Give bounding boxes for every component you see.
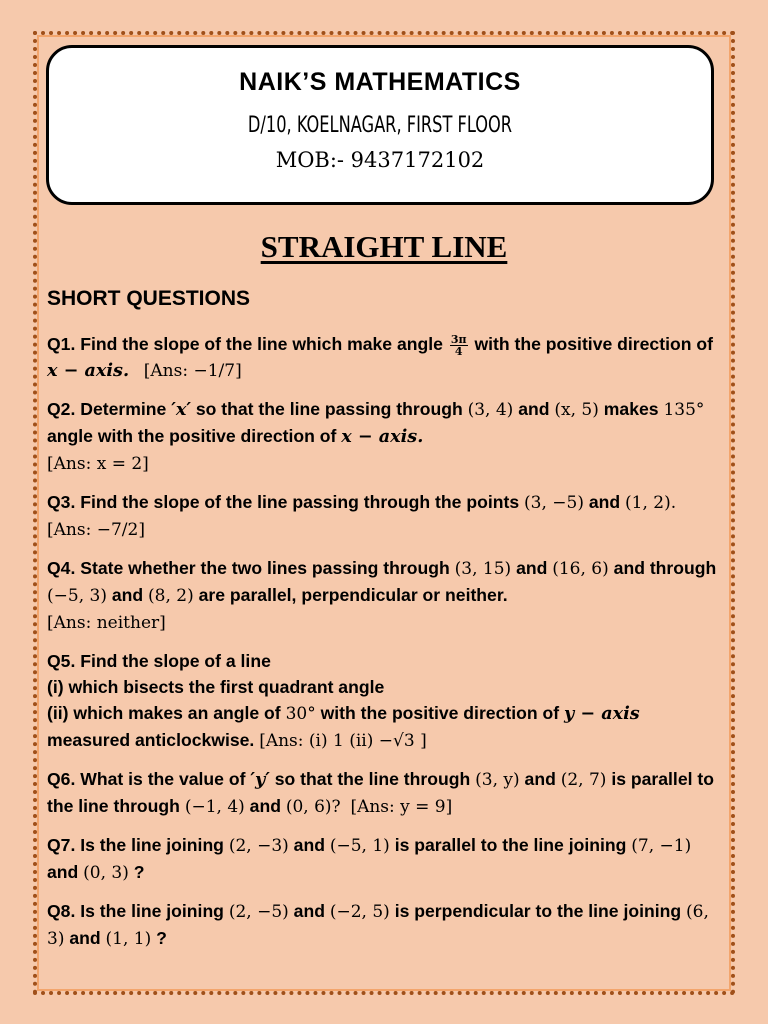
q6-text: and xyxy=(249,796,281,816)
q5-text: with the positive direction of xyxy=(320,703,560,723)
q8-text: Q8. Is the line joining xyxy=(47,901,224,921)
q4-math: (8, 2) xyxy=(148,586,194,606)
q2-text: and xyxy=(518,399,550,419)
document-title: STRAIGHT LINE xyxy=(260,229,508,264)
q4-math: (3, 15) xyxy=(454,559,512,579)
q7-math: (2, −3) xyxy=(228,836,289,856)
question-4 xyxy=(47,555,723,636)
q1-math: x − axis. xyxy=(47,360,130,381)
q4-text: and xyxy=(111,585,144,605)
q1-text: Q1. Find the slope of the line which make angle xyxy=(47,334,443,354)
q2-math: (x, 5) xyxy=(554,400,599,420)
question-7 xyxy=(47,832,723,886)
fraction-3pi-over-4 xyxy=(450,334,468,357)
q8-text: and xyxy=(293,901,325,921)
q4-text: are parallel, perpendicular or neither. xyxy=(198,585,508,605)
question-3 xyxy=(47,489,723,543)
q5-line1: Q5. Find the slope of a line xyxy=(47,651,271,671)
q2-math: (3, 4) xyxy=(467,400,514,420)
q2-text: angle with the positive direction of xyxy=(47,426,337,446)
q4-text: and through xyxy=(613,558,717,578)
q2-text: Q2. Determine xyxy=(47,399,167,419)
q8-math: (6, 3) xyxy=(47,902,709,949)
q4-math: (16, 6) xyxy=(552,559,609,579)
q2-text: makes xyxy=(603,399,659,419)
q6-text: so that the line through xyxy=(274,769,471,789)
q3-math: (3, −5) xyxy=(524,493,584,513)
q8-math: (−2, 5) xyxy=(329,902,390,922)
q8-math: (1, 1) xyxy=(105,929,152,949)
header-box xyxy=(46,45,714,205)
q7-text: is parallel to the line joining xyxy=(394,835,627,855)
q8-text: is perpendicular to the line joining xyxy=(394,901,682,921)
brand-name: NAIK’S MATHEMATICS xyxy=(239,68,521,96)
q4-math: (−5, 3) xyxy=(47,586,107,606)
q5-answer: [Ans: (i) 1 (ii) −√3 ] xyxy=(259,731,427,751)
q4-answer: [Ans: neither] xyxy=(47,613,166,633)
q2-answer: [Ans: x = 2] xyxy=(47,454,149,474)
q5-math: 30° xyxy=(285,704,316,724)
question-list xyxy=(47,331,723,964)
question-1 xyxy=(47,331,723,384)
q6-answer: [Ans: y = 9] xyxy=(350,797,453,817)
q2-text: so that the line passing through xyxy=(195,399,463,419)
q6-math: (0, 6)? xyxy=(285,797,341,817)
q4-text: Q4. State whether the two lines passing through xyxy=(47,558,450,578)
q5-line2: (i) which bisects the first quadrant angle xyxy=(47,677,385,697)
q7-math: (−5, 1) xyxy=(329,836,390,856)
q3-text: and xyxy=(588,492,621,512)
q8-text: ? xyxy=(156,928,167,948)
q7-text: Q7. Is the line joining xyxy=(47,835,224,855)
q3-answer: [Ans: −7/2] xyxy=(47,520,145,540)
section-heading: SHORT QUESTIONS xyxy=(47,287,251,310)
q6-text: is parallel to the line through xyxy=(47,769,714,816)
question-2 xyxy=(47,396,723,477)
question-8 xyxy=(47,898,723,952)
question-5 xyxy=(47,648,723,754)
q5-math: y − axis xyxy=(564,703,640,724)
q3-text: Q3. Find the slope of the line passing through the points xyxy=(47,492,520,512)
q1-text: with the positive direction of xyxy=(474,334,713,354)
q6-math: (−1, 4) xyxy=(184,797,245,817)
mobile-number: MOB:- 9437172102 xyxy=(275,148,485,172)
frac-den: 4 xyxy=(454,344,463,358)
q4-text: and xyxy=(516,558,548,578)
q2-math: x − axis. xyxy=(341,426,424,447)
q3-math: (1, 2). xyxy=(625,493,677,513)
question-6 xyxy=(47,766,723,820)
q8-math: (2, −5) xyxy=(228,902,289,922)
q2-math: 135° xyxy=(663,400,705,420)
q2-math: ′x′ xyxy=(171,399,191,420)
q6-math: (3, y) xyxy=(475,770,520,790)
q6-text: Q6. What is the value of xyxy=(47,769,246,789)
q1-answer: [Ans: −1/7] xyxy=(143,361,242,381)
frac-num: 3π xyxy=(450,332,467,346)
q6-text: and xyxy=(524,769,556,789)
q7-text: and xyxy=(293,835,325,855)
q5-text: measured anticlockwise. xyxy=(47,730,255,750)
q6-math: ′y′ xyxy=(250,769,270,790)
q7-text: ? xyxy=(133,862,145,882)
q5-text: (ii) which makes an angle of xyxy=(47,703,281,723)
address: D/10, KOELNAGAR, FIRST FLOOR xyxy=(247,113,513,138)
q7-text: and xyxy=(47,862,79,882)
q7-math: (0, 3) xyxy=(83,863,129,883)
q8-text: and xyxy=(69,928,101,948)
q6-math: (2, 7) xyxy=(560,770,607,790)
q7-math: (7, −1) xyxy=(631,836,692,856)
